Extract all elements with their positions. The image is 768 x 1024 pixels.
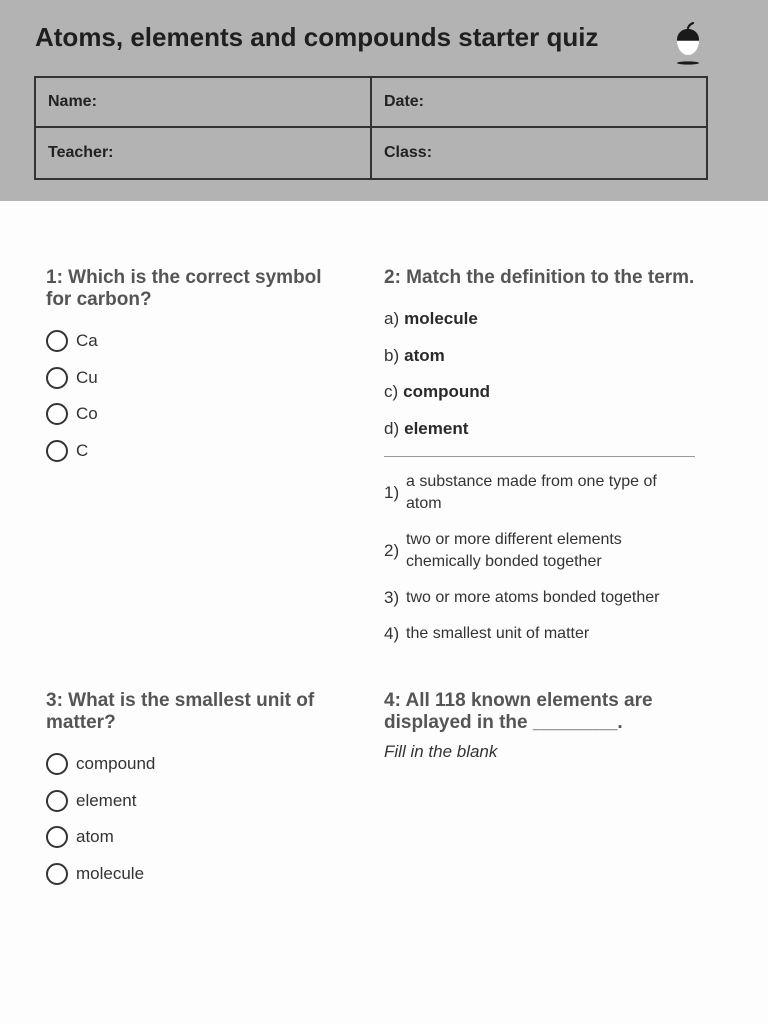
- option-compound[interactable]: [46, 746, 346, 783]
- option-element[interactable]: [46, 783, 346, 820]
- option-c[interactable]: [46, 433, 346, 470]
- definition-text: the smallest unit of matter: [406, 625, 590, 642]
- term-text: compound: [403, 382, 491, 402]
- acorn-icon: [668, 22, 708, 66]
- term-label: a): [384, 309, 400, 329]
- definition-3[interactable]: [384, 587, 704, 609]
- term-text: element: [404, 418, 469, 438]
- term-a[interactable]: [384, 301, 704, 338]
- fill-in-hint: Fill in the blank: [384, 742, 498, 761]
- radio-button[interactable]: [46, 403, 68, 425]
- teacher-field[interactable]: Teacher:: [36, 128, 372, 178]
- term-label: c): [384, 382, 399, 402]
- definition-1[interactable]: [384, 471, 704, 515]
- radio-button[interactable]: [46, 330, 68, 352]
- student-info-table: [34, 76, 708, 180]
- divider: [384, 456, 695, 457]
- date-field[interactable]: Date:: [372, 78, 706, 128]
- radio-button[interactable]: [46, 826, 68, 848]
- question-2-title: 2: Match the definition to the term.: [384, 267, 695, 288]
- option-label: compound: [76, 754, 156, 774]
- term-text: molecule: [404, 309, 478, 329]
- option-ca[interactable]: [46, 323, 346, 360]
- term-b[interactable]: [384, 338, 704, 375]
- option-label: Co: [76, 404, 98, 424]
- question-2: [384, 267, 704, 659]
- option-atom[interactable]: [46, 819, 346, 856]
- definition-number: 2): [384, 541, 400, 560]
- question-3: [46, 690, 346, 892]
- option-label: Cu: [76, 367, 98, 387]
- radio-button[interactable]: [46, 790, 68, 812]
- question-2-definitions: [384, 471, 704, 645]
- radio-button[interactable]: [46, 863, 68, 885]
- definition-text: two or more different elements chemically bonded together: [406, 531, 622, 570]
- option-label: atom: [76, 827, 114, 847]
- option-co[interactable]: [46, 396, 346, 433]
- definition-text: two or more atoms bonded together: [406, 589, 660, 606]
- question-2-terms: [384, 301, 704, 447]
- question-4-title: 4: All 118 known elements are displayed in the ________.: [384, 690, 653, 733]
- page-title: Atoms, elements and compounds starter quiz: [35, 22, 599, 52]
- option-label: molecule: [76, 863, 145, 883]
- radio-button[interactable]: [46, 367, 68, 389]
- name-field[interactable]: Name:: [36, 78, 372, 128]
- option-cu[interactable]: [46, 360, 346, 397]
- option-label: element: [76, 790, 137, 810]
- definition-2[interactable]: [384, 529, 704, 573]
- radio-button[interactable]: [46, 753, 68, 775]
- definition-number: 1): [384, 483, 400, 502]
- class-field[interactable]: Class:: [384, 144, 433, 161]
- radio-button[interactable]: [46, 440, 68, 462]
- question-3-title: 3: What is the smallest unit of matter?: [46, 690, 315, 733]
- term-c[interactable]: [384, 374, 704, 411]
- option-label: Ca: [76, 331, 98, 351]
- question-3-options: [46, 746, 346, 892]
- question-1: [46, 267, 346, 469]
- question-1-options: [46, 323, 346, 469]
- question-1-title: 1: Which is the correct symbol for carbon?: [46, 267, 322, 310]
- option-label: C: [76, 440, 89, 460]
- term-label: b): [384, 345, 400, 365]
- definition-text: a substance made from one type of atom: [406, 473, 657, 512]
- term-d[interactable]: [384, 411, 704, 448]
- definition-4[interactable]: [384, 623, 704, 645]
- definition-number: 3): [384, 588, 400, 607]
- header-band: [0, 0, 768, 201]
- term-label: d): [384, 418, 400, 438]
- definition-number: 4): [384, 624, 400, 643]
- option-molecule[interactable]: [46, 856, 346, 893]
- term-text: atom: [404, 345, 445, 365]
- question-4: [384, 690, 684, 762]
